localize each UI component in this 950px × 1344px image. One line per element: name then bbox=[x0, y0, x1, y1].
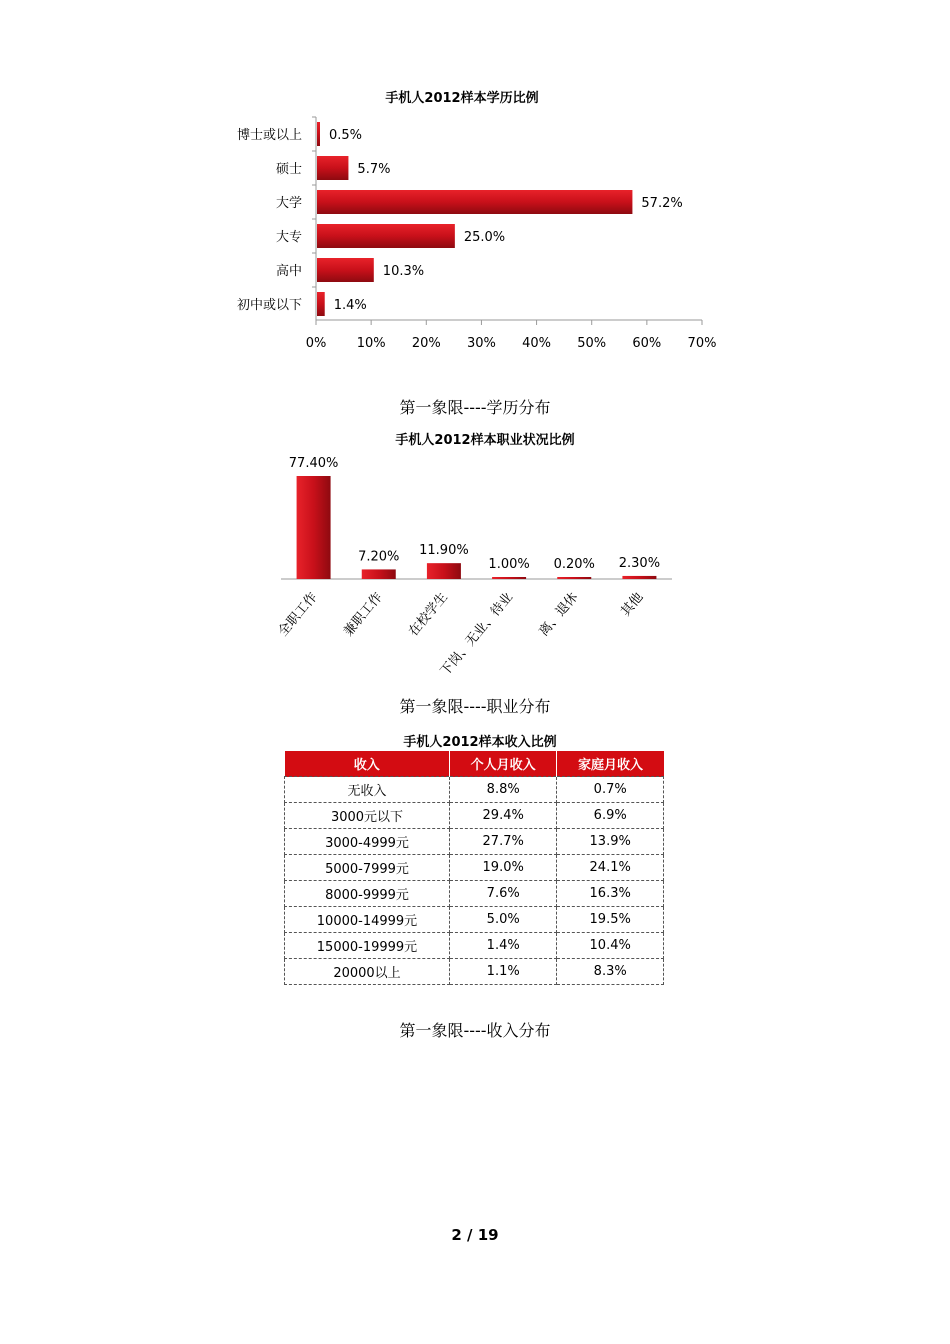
category-label: 博士或以上 bbox=[236, 128, 302, 143]
bar bbox=[557, 577, 591, 579]
x-tick-label: 70% bbox=[687, 336, 717, 351]
table-cell: 无收入 bbox=[285, 777, 450, 803]
table-row bbox=[285, 829, 664, 855]
table-cell: 5.0% bbox=[449, 907, 556, 933]
table-cell: 20000以上 bbox=[285, 959, 450, 985]
bar bbox=[317, 224, 455, 248]
category-label: 大专 bbox=[275, 230, 302, 245]
x-tick-label: 60% bbox=[632, 336, 662, 351]
table-row bbox=[285, 803, 664, 829]
table-cell: 19.0% bbox=[449, 855, 556, 881]
data-label: 11.90% bbox=[419, 543, 469, 559]
x-tick-label: 40% bbox=[522, 336, 552, 351]
table-cell: 16.3% bbox=[557, 881, 664, 907]
bar bbox=[492, 577, 526, 579]
bar bbox=[317, 292, 325, 316]
category-label: 离、退休 bbox=[536, 589, 582, 640]
bar bbox=[317, 122, 320, 146]
table-cell: 0.7% bbox=[557, 777, 664, 803]
education-bar-chart bbox=[0, 0, 950, 370]
data-label: 57.2% bbox=[641, 196, 683, 211]
table-cell: 10000-14999元 bbox=[285, 907, 450, 933]
bar bbox=[622, 576, 656, 579]
x-tick-label: 30% bbox=[466, 336, 496, 351]
table-cell: 3000元以下 bbox=[285, 803, 450, 829]
table-cell: 13.9% bbox=[557, 829, 664, 855]
category-label: 下岗、无业、待业 bbox=[437, 589, 517, 680]
data-label: 1.00% bbox=[488, 557, 530, 572]
category-label: 其他 bbox=[618, 589, 647, 620]
occupation-bar-chart bbox=[0, 440, 950, 690]
data-label: 77.40% bbox=[288, 456, 339, 471]
table-cell: 1.4% bbox=[449, 933, 556, 959]
category-label: 初中或以下 bbox=[236, 298, 302, 313]
table-cell: 8.3% bbox=[557, 959, 664, 985]
data-label: 25.0% bbox=[463, 230, 506, 245]
table-row bbox=[285, 933, 664, 959]
category-label: 大学 bbox=[275, 196, 302, 211]
table-row bbox=[285, 959, 664, 985]
income-caption: 第一象限----收入分布 bbox=[399, 1021, 551, 1040]
income-table-title: 手机人2012样本收入比例 bbox=[403, 735, 557, 750]
table-row bbox=[285, 777, 664, 803]
x-tick-label: 10% bbox=[356, 336, 386, 351]
income-table-header-row bbox=[285, 751, 664, 777]
data-label: 0.20% bbox=[553, 557, 595, 572]
bar bbox=[317, 258, 374, 282]
x-tick-label: 50% bbox=[577, 336, 607, 351]
category-label: 硕士 bbox=[275, 162, 302, 177]
occupation-caption: 第一象限----职业分布 bbox=[399, 697, 551, 716]
table-cell: 24.1% bbox=[557, 855, 664, 881]
table-cell: 7.6% bbox=[449, 881, 556, 907]
x-tick-label: 20% bbox=[411, 336, 441, 351]
table-cell: 19.5% bbox=[557, 907, 664, 933]
table-cell: 29.4% bbox=[449, 803, 556, 829]
occupation-chart-title: 手机人2012样本职业状况比例 bbox=[395, 433, 575, 448]
category-label: 兼职工作 bbox=[340, 589, 386, 640]
household-income-column-header: 家庭月收入 bbox=[557, 751, 664, 777]
income-table bbox=[284, 751, 664, 985]
table-cell: 1.1% bbox=[449, 959, 556, 985]
table-row bbox=[285, 881, 664, 907]
bar bbox=[317, 190, 632, 214]
table-cell: 8000-9999元 bbox=[285, 881, 450, 907]
education-caption: 第一象限----学历分布 bbox=[399, 398, 551, 417]
table-cell: 8.8% bbox=[449, 777, 556, 803]
table-row bbox=[285, 855, 664, 881]
category-label: 高中 bbox=[275, 264, 302, 279]
table-cell: 27.7% bbox=[449, 829, 556, 855]
bar bbox=[427, 563, 461, 579]
table-cell: 6.9% bbox=[557, 803, 664, 829]
data-label: 0.5% bbox=[329, 128, 363, 143]
bar bbox=[297, 476, 331, 579]
education-chart-title: 手机人2012样本学历比例 bbox=[385, 91, 539, 106]
table-row bbox=[285, 907, 664, 933]
category-label: 全职工作 bbox=[275, 589, 321, 640]
table-cell: 10.4% bbox=[557, 933, 664, 959]
data-label: 5.7% bbox=[357, 162, 391, 177]
data-label: 7.20% bbox=[358, 549, 400, 565]
data-label: 1.4% bbox=[333, 298, 367, 313]
bar bbox=[362, 569, 396, 579]
page-number: 2 / 19 bbox=[451, 1226, 499, 1244]
data-label: 2.30% bbox=[618, 555, 661, 571]
x-tick-label: 0% bbox=[305, 336, 327, 351]
data-label: 10.3% bbox=[382, 264, 425, 279]
bar bbox=[317, 156, 348, 180]
table-cell: 5000-7999元 bbox=[285, 855, 450, 881]
income-column-header: 收入 bbox=[285, 751, 450, 777]
table-cell: 15000-19999元 bbox=[285, 933, 450, 959]
table-cell: 3000-4999元 bbox=[285, 829, 450, 855]
category-label: 在校学生 bbox=[406, 589, 451, 640]
personal-income-column-header: 个人月收入 bbox=[449, 751, 556, 777]
